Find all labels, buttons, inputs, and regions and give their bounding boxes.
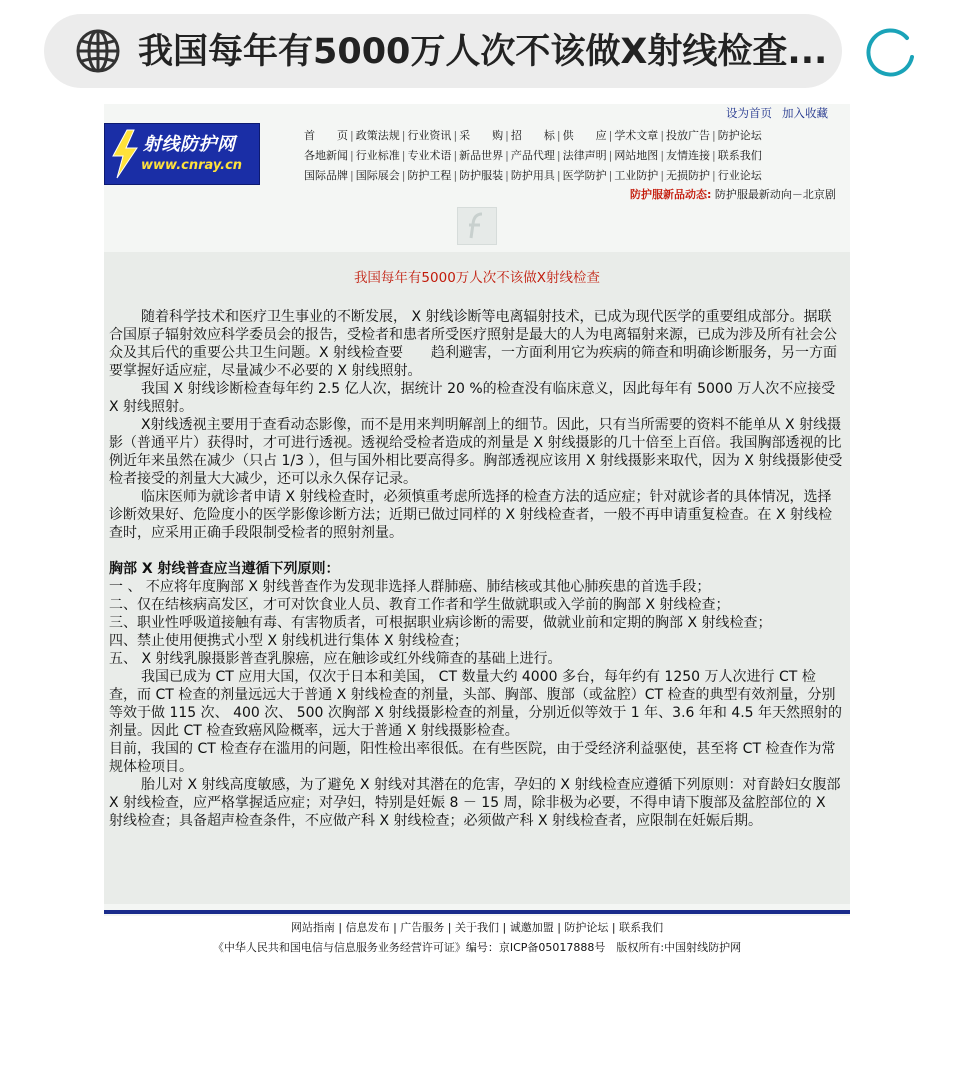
nav-item[interactable]: 工业防护 [614,169,659,182]
article-paragraph: 胎儿对 X 射线高度敏感，为了避免 X 射线对其潜在的危害，孕妇的 X 射线检查应遵循下列原则：对育龄妇女腹部 X 射线检查，应严格掌握适应症；对孕妇，特别是妊娠 8 － 15 周，除非极为必要，不得申请下腹部及盆腔部位的 X 射线检查；具备超声检查条件，不应做产科 X 射线检查；必须做产科 X 射线检查者，应限制在妊娠后期。 [109,777,841,829]
nav-item[interactable]: 医学防护 [562,169,607,182]
nav-row: 国际品牌 | 国际展会 | 防护工程 | 防护服装 | 防护用具 | 医学防护 | 工业防护 | 无损防护 | 行业论坛 [304,169,762,182]
nav-item[interactable]: 采 购 [459,129,504,142]
nav-item[interactable]: 防护服装 [459,169,504,182]
article-panel [104,252,850,904]
nav-item[interactable]: 行业论坛 [717,169,762,182]
article-paragraph: 我国已成为 CT 应用大国，仅次于日本和美国， CT 数量大约 4000 多台，每年约有 1250 万人次进行 CT 检查，而 CT 检查的剂量远远大于普通 X 射线检查的剂量，头部、胸部、腹部（或盆腔）CT 检查的典型有效剂量，分别等效于做 115 次、 400 次、 500 次胸部 X 射线摄影检查的剂量，分别近似等效于 1 年、3.6 年和 4.5 年天然照射的剂量。因此 CT 检查致癌风险概率，远大于普通 X 射线摄影检查。 [109,669,843,739]
article-title: 我国每年有5000万人次不该做X射线检查 [353,270,601,286]
footer-links: 网站指南 | 信息发布 | 广告服务 | 关于我们 | 诚邀加盟 | 防护论坛 | 联系我们 [290,921,664,934]
nav-item[interactable]: 首 页 [304,129,348,142]
nav-item[interactable]: 网站地图 [614,149,659,162]
lightning-icon [107,128,141,180]
page-title[interactable]: 我国每年有5000万人次不该做X射线检查... [138,32,828,72]
nav-item[interactable]: 政策法规 [355,129,400,142]
reload-icon[interactable] [862,24,920,82]
flash-icon [458,208,496,244]
article-paragraph: 目前，我国的 CT 检查存在滥用的问题，阳性检出率很低。在有些医院，由于受经济利益驱使，甚至将 CT 检查作为常规体检项目。 [109,741,836,775]
footer-license: 《中华人民共和国电信与信息服务业务经营许可证》编号：京ICP备05017888号 版权所有:中国射线防护网 [212,941,742,954]
set-homepage-link[interactable]: 设为首页 [726,106,772,120]
web-page [104,104,850,916]
footer-link[interactable]: 广告服务 [400,921,445,934]
nav-item[interactable]: 国际品牌 [304,169,348,182]
browser-top-bar [0,0,960,106]
nav-item[interactable]: 招 标 [510,129,555,142]
news-label: 防护服新品动态: [630,188,712,201]
article-paragraph: X射线透视主要用于查看动态影像，而不是用来判明解剖上的细节。因此，只有当所需要的资料不能单从 X 射线摄影（普通平片）获得时，才可进行透视。透视给受检者造成的剂量是 X 射线摄影的几十倍至上百倍。我国胸部透视的比例近年来虽然在减少（只占 1/3 ），但与国外相比要高得多。胸部透视应该用 X 射线摄影来取代，因为 X 射线摄影使受检者接受的剂量大大减少，还可以永久保存记录。 [109,417,843,487]
principle-item: 四、禁止使用便携式小型 X 射线机进行集体 X 射线检查； [109,633,468,649]
nav-item[interactable]: 供 应 [562,129,607,142]
article-body [109,308,843,830]
nav-item[interactable]: 产品代理 [510,149,555,162]
nav-row: 首 页 | 政策法规 | 行业资讯 | 采 购 | 招 标 | 供 应 | 学术文章 | 投放广告 | 防护论坛 [304,129,762,142]
article-paragraph: 随着科学技术和医疗卫生事业的不断发展， X 射线诊断等电离辐射技术，已成为现代医学的重要组成部分。据联合国原子辐射效应科学委员会的报告，受检者和患者所受医疗照射是最大的人为电离辐射来源，已成为涉及所有社会公众及其后代的重要公共卫生问题。X 射线检查要 趋利避害，一方面利用它为疾病的筛查和明确诊断服务，另一方面要掌握好适应症，尽量减少不必要的 X 射线照射。 [109,309,838,379]
flash-placeholder [457,207,497,245]
logo-url: www.cnray.cn [141,158,243,173]
nav-item[interactable]: 各地新闻 [304,149,348,162]
nav-item[interactable]: 友情连接 [666,149,711,162]
principle-item: 三、职业性呼吸道接触有毒、有害物质者，可根据职业病诊断的需要，做就业前和定期的胸部 X 射线检查； [109,615,772,631]
news-ticker [630,186,836,202]
principles-heading: 胸部 X 射线普查应当遵循下列原则： [109,561,340,577]
nav-item[interactable]: 法律声明 [562,149,607,162]
nav-item[interactable]: 防护工程 [407,169,452,182]
footer-divider [104,910,850,914]
nav-item[interactable]: 学术文章 [614,129,659,142]
nav-item[interactable]: 防护论坛 [717,129,762,142]
site-footer [104,918,850,958]
add-favorite-link[interactable]: 加入收藏 [782,106,828,120]
principle-item: 二、仅在结核病高发区，才可对饮食业人员、教育工作者和学生做就职或入学前的胸部 X 射线检查； [109,597,730,613]
nav-item[interactable]: 联系我们 [717,149,762,162]
logo-name: 射线防护网 [143,134,236,155]
nav-item[interactable]: 国际展会 [355,169,400,182]
nav-item[interactable]: 投放广告 [666,129,711,142]
nav-item[interactable]: 无损防护 [666,169,711,182]
nav-row: 各地新闻 | 行业标准 | 专业术语 | 新品世界 | 产品代理 | 法律声明 | 网站地图 | 友情连接 | 联系我们 [304,149,762,162]
footer-link[interactable]: 关于我们 [455,921,499,934]
footer-link[interactable]: 防护论坛 [564,921,609,934]
nav-item[interactable]: 防护用具 [510,169,555,182]
footer-link[interactable]: 信息发布 [345,921,390,934]
nav-item[interactable]: 新品世界 [459,149,504,162]
top-links [716,105,828,121]
footer-link[interactable]: 诚邀加盟 [509,921,554,934]
footer-link[interactable]: 网站指南 [290,921,335,934]
news-link[interactable]: 防护服最新动向－北京剧 [714,188,836,201]
principle-item: 一 、 不应将年度胸部 X 射线普查作为发现非选择人群肺癌、肺结核或其他心肺疾患的首选手段； [109,579,711,595]
article-paragraph: 我国 X 射线诊断检查每年约 2.5 亿人次，据统计 20 %的检查没有临床意义，因此每年有 5000 万人次不应接受 X 射线照射。 [109,381,836,415]
principle-item: 五、 X 射线乳腺摄影普查乳腺癌，应在触诊或红外线筛查的基础上进行。 [109,651,562,667]
footer-link[interactable]: 联系我们 [619,921,664,934]
nav-item[interactable]: 行业标准 [355,149,400,162]
article-paragraph: 临床医师为就诊者申请 X 射线检查时，必须慎重考虑所选择的检查方法的适应症；针对就诊者的具体情况，选择诊断效果好、危险度小的医学影像诊断方法；近期已做过同样的 X 射线检查者，一般不再申请重复检查。在 X 射线检查时，应采用正确手段限制受检者的照射剂量。 [109,489,832,541]
globe-icon [74,27,122,75]
site-logo[interactable] [104,123,260,185]
nav-item[interactable]: 专业术语 [407,149,452,162]
nav-item[interactable]: 行业资讯 [407,129,452,142]
main-navigation [304,126,762,186]
